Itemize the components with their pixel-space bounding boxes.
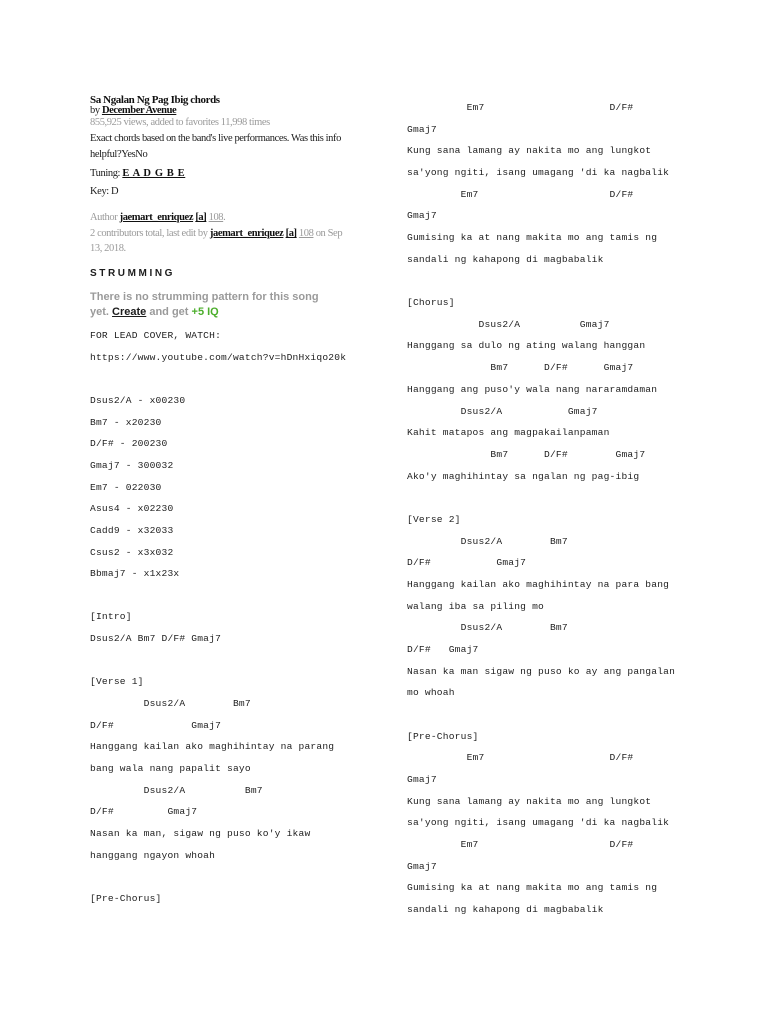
by-label: by	[90, 105, 100, 116]
tab-right-line: Dsus2/A Bm7	[407, 622, 568, 634]
contrib-post: on Sep	[315, 228, 343, 239]
tab-right-line: Em7 D/F#	[407, 102, 634, 113]
author-link[interactable]: jaemart_enriquez	[119, 212, 194, 223]
tab-left-line: D/F# Gmaj7	[90, 719, 222, 731]
tab-right-line: Dsus2/A Gmaj7	[407, 405, 598, 417]
tab-right-line: Ako'y maghihintay sa ngalan ng pag-ibig	[407, 470, 640, 482]
song-description-line2[interactable]: helpful?YesNo	[90, 149, 148, 160]
song-title: Sa Ngalan Ng Pag Ibig chords	[90, 94, 220, 106]
tab-left-line: Dsus2/A Bm7	[90, 698, 251, 710]
yet-text: yet.	[90, 306, 109, 318]
tab-right-line: Hanggang ang puso'y wala nang nararamdaman	[407, 383, 658, 395]
tab-right-line: Dsus2/A Bm7	[407, 535, 568, 547]
key-line: Key: D	[90, 186, 119, 197]
contrib-link[interactable]: jaemart_enriquez	[209, 228, 284, 239]
tab-right-line: Gmaj7	[407, 860, 437, 872]
tuning-value[interactable]: E A D G B E	[122, 168, 186, 179]
tab-left-line: bang wala nang papalit sayo	[90, 763, 251, 774]
create-link[interactable]: Create	[112, 306, 147, 318]
tab-left-line: D/F# Gmaj7	[90, 806, 198, 818]
tuning-line	[90, 169, 185, 180]
tab-left-line: Gmaj7 - 300032	[90, 459, 174, 471]
tab-right-line: Gumising ka at nang makita mo ang tamis ng	[407, 882, 658, 894]
tab-left-line: Em7 - 022030	[90, 481, 162, 493]
song-stats: 855,925 views, added to favorites 11,998 times	[90, 117, 270, 128]
tab-left-line: FOR LEAD COVER, WATCH:	[90, 330, 222, 341]
tab-left-line: Bbmaj7 - x1x23x	[90, 568, 180, 580]
tab-right-line: [Pre-Chorus]	[407, 730, 479, 742]
tab-right-line: sandali ng kahapong di magbabalik	[407, 904, 604, 916]
tab-right-line: Gumising ka at nang makita mo ang tamis ng	[407, 232, 658, 244]
author-tag: [a]	[195, 212, 207, 223]
tab-right-line: Kahit matapos ang magpakailanpaman	[407, 427, 610, 439]
iq-reward: +5 IQ	[191, 306, 219, 318]
contrib-tag: [a]	[285, 228, 297, 239]
tab-right-line: Nasan ka man sigaw ng puso ko ay ang pangalan	[407, 665, 676, 677]
tab-left-line: Dsus2/A Bm7 D/F# Gmaj7	[90, 633, 222, 645]
tab-right-line: Gmaj7	[407, 210, 437, 222]
tab-left-line: Nasan ka man, sigaw ng puso ko'y ikaw	[90, 827, 311, 839]
tab-right-line: Kung sana lamang ay nakita mo ang lungkot	[407, 145, 652, 157]
tab-right-line: Kung sana lamang ay nakita mo ang lungkot	[407, 795, 652, 807]
tab-right-line: Hanggang sa dulo ng ating walang hanggan	[407, 340, 646, 352]
contrib-pre: 2 contributors total, last edit by	[90, 228, 208, 239]
strumming-heading: STRUMMING	[90, 268, 176, 279]
contributors-line	[90, 229, 342, 240]
tab-left-line: Cadd9 - x32033	[90, 524, 174, 536]
tab-right-line: Hanggang kailan ako maghihintay na para bang	[407, 578, 670, 590]
tab-left-line: [Verse 1]	[90, 676, 144, 688]
tab-left-line: [Pre-Chorus]	[90, 892, 162, 904]
tab-left-line: Hanggang kailan ako maghihintay na parang	[90, 741, 335, 753]
tab-left-line: Bm7 - x20230	[90, 416, 162, 428]
and-get-text: and get	[149, 306, 189, 318]
tab-right-line: sa'yong ngiti, isang umagang 'di ka nagbalik	[407, 167, 670, 179]
tab-left-line: https://www.youtube.com/watch?v=hDnHxiqo20k	[90, 351, 347, 363]
tab-right-line: Em7 D/F#	[407, 188, 634, 200]
tab-right-line: D/F# Gmaj7	[407, 557, 527, 569]
tab-right-line: Bm7 D/F# Gmaj7	[407, 362, 634, 374]
author-line: Author jaemart_enriquez [a] 108.	[90, 212, 226, 223]
tab-right-line: sandali ng kahapong di magbabalik	[407, 253, 604, 265]
tab-left-line: Dsus2/A - x00230	[90, 394, 186, 406]
author-iq[interactable]: 108	[208, 212, 224, 223]
tab-right-line: mo whoah	[407, 687, 455, 699]
tab-right-line: sa'yong ngiti, isang umagang 'di ka nagbalik	[407, 817, 670, 829]
tab-left-line: D/F# - 200230	[90, 438, 168, 450]
tab-left-line: Dsus2/A Bm7	[90, 784, 263, 796]
tab-right-line: walang iba sa piling mo	[407, 600, 545, 612]
tab-right-line: Dsus2/A Gmaj7	[407, 318, 610, 330]
tab-right-line: Bm7 D/F# Gmaj7	[407, 448, 646, 460]
tab-left-line: Csus2 - x3x032	[90, 546, 174, 558]
tab-left-line: Asus4 - x02230	[90, 503, 174, 515]
no-strumming-text: There is no strumming pattern for this song	[90, 291, 319, 303]
create-pattern-line	[90, 307, 219, 318]
song-description-line1: Exact chords based on the band's live performances. Was this info	[90, 133, 341, 144]
contrib-date: 13, 2018.	[90, 243, 126, 254]
tab-left-line: hanggang ngayon whoah	[90, 849, 216, 861]
author-label: Author	[90, 212, 118, 223]
tab-right-line: Em7 D/F#	[407, 839, 634, 851]
tab-right-line: [Verse 2]	[407, 513, 461, 525]
tab-right-line: D/F# Gmaj7	[407, 644, 479, 655]
tuning-label: Tuning:	[90, 168, 121, 179]
contrib-iq[interactable]: 108	[298, 228, 314, 239]
tab-left-line: [Intro]	[90, 611, 132, 623]
tab-right-line: [Chorus]	[407, 297, 455, 309]
artist-line	[90, 106, 176, 117]
tab-right-line: Em7 D/F#	[407, 752, 634, 764]
tab-right-line: Gmaj7	[407, 123, 437, 135]
tab-right-line: Gmaj7	[407, 774, 437, 786]
artist-link[interactable]: December Avenue	[101, 105, 177, 116]
